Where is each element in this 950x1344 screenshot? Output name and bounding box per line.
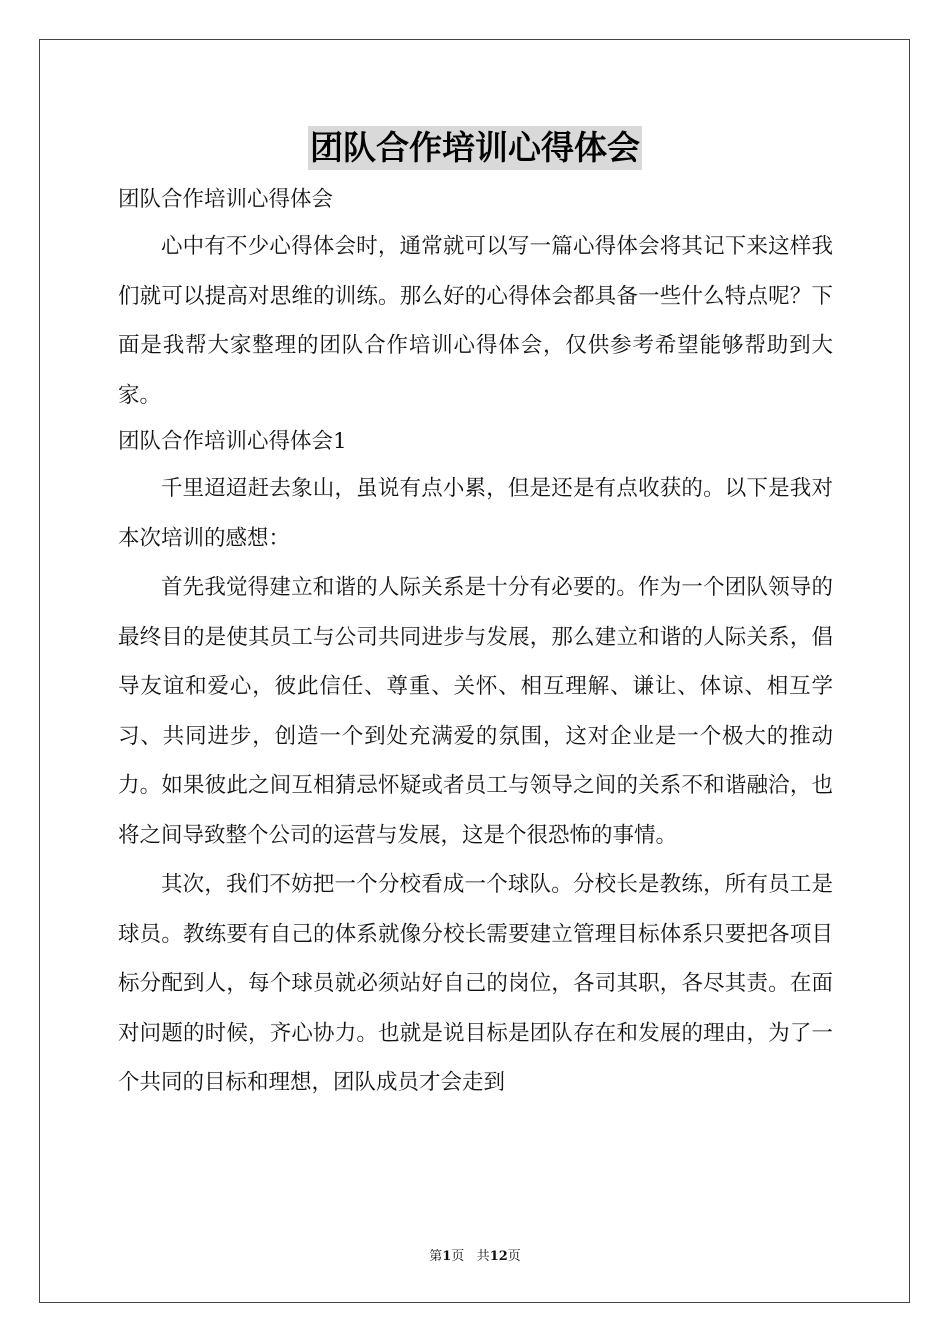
footer-total-suffix: 页 [507,1249,521,1264]
section-heading: 团队合作培训心得体会1 [118,429,347,454]
footer-page-number: 1 [442,1249,452,1264]
title-container [0,126,950,170]
document-subtitle: 团队合作培训心得体会 [118,187,334,212]
footer-total-prefix: 共 [476,1249,490,1264]
intro-paragraph: 心中有不少心得体会时，通常就可以写一篇心得体会将其记下来这样我们就可以提高对思维的训练。那么好的心得体会都具备一些什么特点呢？下面是我帮大家整理的团队合作培训心得体会，仅供参考希望能够帮助到大家。 [118,234,833,408]
footer-page-suffix: 页 [451,1249,465,1264]
page-footer [0,1245,950,1264]
body-paragraph-2: 首先我觉得建立和谐的人际关系是十分有必要的。作为一个团队领导的最终目的是使其员工与公司共同进步与发展，那么建立和谐的人际关系，倡导友谊和爱心，彼此信任、尊重、关怀、相互理解、谦让、体谅、相互学习、共同进步，创造一个到处充满爱的氛围，这对企业是一个极大的推动力。如果彼此之间互相猜忌怀疑或者员工与领导之间的关系不和谐融洽，也将之间导致整个公司的运营与发展，这是个很恐怖的事情。 [118,575,833,848]
footer-page-prefix: 第 [429,1249,443,1264]
body-paragraph-1: 千里迢迢赶去象山，虽说有点小累，但是还是有点收获的。以下是我对本次培训的感想： [118,476,833,551]
document-body [118,178,833,1108]
document-title: 团队合作培训心得体会 [308,126,642,170]
footer-total-pages: 12 [489,1249,508,1264]
body-paragraph-3: 其次，我们不妨把一个分校看成一个球队。分校长是教练，所有员工是球员。教练要有自己的体系就像分校长需要建立管理目标体系只要把各项目标分配到人，每个球员就必须站好自己的岗位，各司其职，各尽其责。在面对问题的时候，齐心协力。也就是说目标是团队存在和发展的理由，为了一个共同的目标和理想，团队成员才会走到 [118,872,833,1095]
